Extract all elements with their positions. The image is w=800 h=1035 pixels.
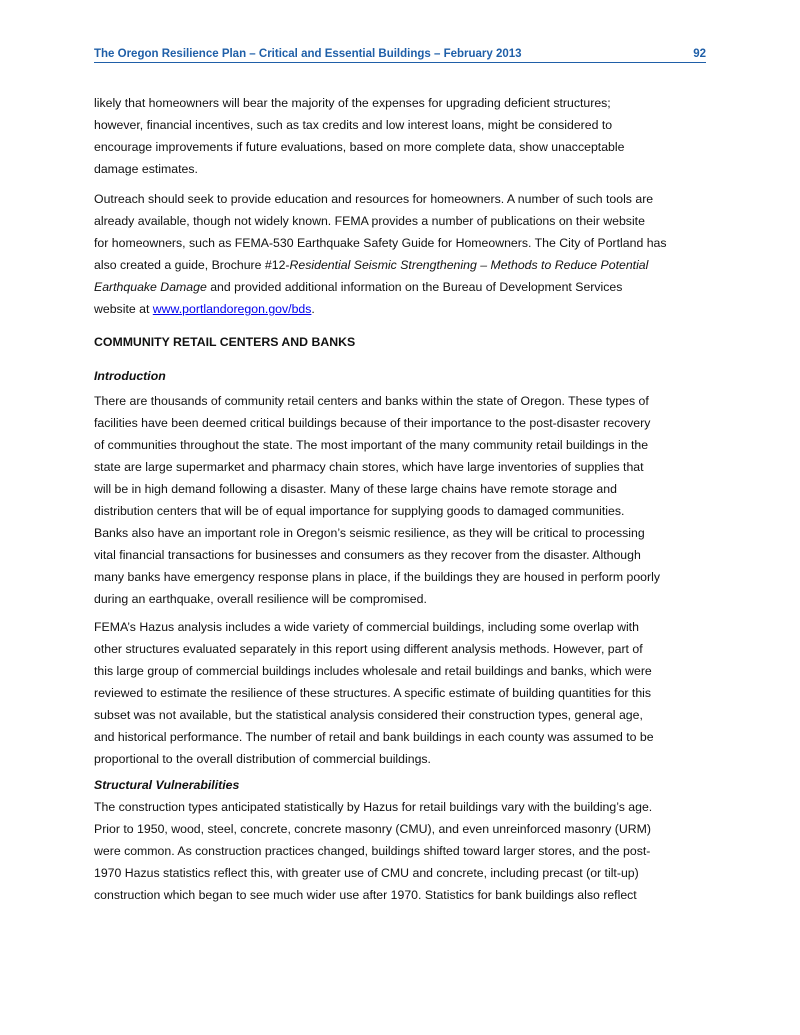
vuln-block: [94, 774, 734, 796]
subheading-introduction: Introduction: [94, 369, 166, 383]
text-line: vital financial transactions for businesses and consumers as they recover from the disaster. Although: [94, 548, 641, 562]
text-line: and historical performance. The number of retail and bank buildings in each county was assumed to be: [94, 730, 654, 744]
text-line: state are large supermarket and pharmacy chain stores, which have large inventories of supplies that: [94, 460, 644, 474]
paragraph-introduction: [94, 390, 734, 610]
text-line: reviewed to estimate the resilience of these structures. A specific estimate of building quantities for this: [94, 686, 652, 700]
paragraph-hazus: [94, 616, 734, 770]
text-line: [94, 298, 734, 320]
section-heading: COMMUNITY RETAIL CENTERS AND BANKS: [94, 335, 356, 349]
text-line: There are thousands of community retail centers and banks within the state of Oregon. These types of: [94, 394, 649, 408]
header-title: The Oregon Resilience Plan – Critical and Essential Buildings – February 2013: [94, 48, 522, 60]
paragraph-outreach: [94, 188, 734, 320]
text-line: likely that homeowners will bear the majority of the expenses for upgrading deficient structures;: [94, 96, 611, 110]
brochure-title: Residential Seismic Strengthening – Methods to Reduce Potential: [289, 258, 649, 272]
subheading-structural-vulnerabilities: Structural Vulnerabilities: [94, 778, 240, 792]
text-line: proportional to the overall distribution of commercial buildings.: [94, 752, 431, 766]
brochure-title-cont: Earthquake Damage: [94, 280, 207, 294]
text-line: this large group of commercial buildings includes wholesale and retail buildings and banks, which were: [94, 664, 652, 678]
text-line: Prior to 1950, wood, steel, concrete, concrete masonry (CMU), and even unreinforced masonry (URM): [94, 822, 652, 836]
text-segment: also created a guide, Brochure #12-: [94, 258, 290, 272]
text-line: of communities throughout the state. The most important of the many community retail buildings in the: [94, 438, 649, 452]
text-line: during an earthquake, overall resilience will be compromised.: [94, 592, 427, 606]
text-line: Outreach should seek to provide education and resources for homeowners. A number of such tools are: [94, 192, 654, 206]
text-line: however, financial incentives, such as tax credits and low interest loans, might be considered to: [94, 118, 613, 132]
text-line: damage estimates.: [94, 162, 198, 176]
text-line: FEMA’s Hazus analysis includes a wide variety of commercial buildings, including some overlap with: [94, 620, 639, 634]
page-number: 92: [693, 48, 706, 60]
text-line: other structures evaluated separately in this report using different analysis methods. However, part of: [94, 642, 643, 656]
portland-bds-link[interactable]: www.portlandoregon.gov/bds: [152, 302, 312, 316]
text-line: Banks also have an important role in Oregon’s seismic resilience, as they will be critical to processing: [94, 526, 645, 540]
text-line: The construction types anticipated statistically by Hazus for retail buildings vary with the building’s age.: [94, 800, 653, 814]
page-header: [94, 47, 706, 63]
text-line: were common. As construction practices changed, buildings shifted toward larger stores, and the post-: [94, 844, 651, 858]
text-segment: website at: [94, 302, 153, 316]
section-heading-wrap: [94, 331, 734, 353]
intro-block: [94, 365, 734, 387]
text-line: subset was not available, but the statistical analysis considered their construction types, general age,: [94, 708, 643, 722]
text-line: [94, 276, 734, 298]
text-line: encourage improvements if future evaluations, based on more complete data, show unacceptable: [94, 140, 625, 154]
text-line: 1970 Hazus statistics reflect this, with greater use of CMU and concrete, including precast (or tilt-up): [94, 866, 639, 880]
text-line: facilities have been deemed critical buildings because of their importance to the post-disaster recovery: [94, 416, 651, 430]
text-line: construction which began to see much wider use after 1970. Statistics for bank buildings also reflect: [94, 888, 637, 902]
text-line: will be in high demand following a disaster. Many of these large chains have remote storage and: [94, 482, 617, 496]
text-line: many banks have emergency response plans in place, if the buildings they are housed in perform poorly: [94, 570, 660, 584]
text-line: already available, though not widely known. FEMA provides a number of publications on their website: [94, 214, 645, 228]
text-line: for homeowners, such as FEMA-530 Earthquake Safety Guide for Homeowners. The City of Portland has: [94, 236, 667, 250]
text-line: [94, 254, 734, 276]
text-segment: and provided additional information on the Bureau of Development Services: [206, 280, 623, 294]
paragraph-homeowner-costs: [94, 92, 734, 180]
text-segment: .: [311, 302, 315, 316]
paragraph-vulnerabilities: [94, 796, 734, 906]
text-line: distribution centers that will be of equal importance for supplying goods to damaged communities.: [94, 504, 625, 518]
